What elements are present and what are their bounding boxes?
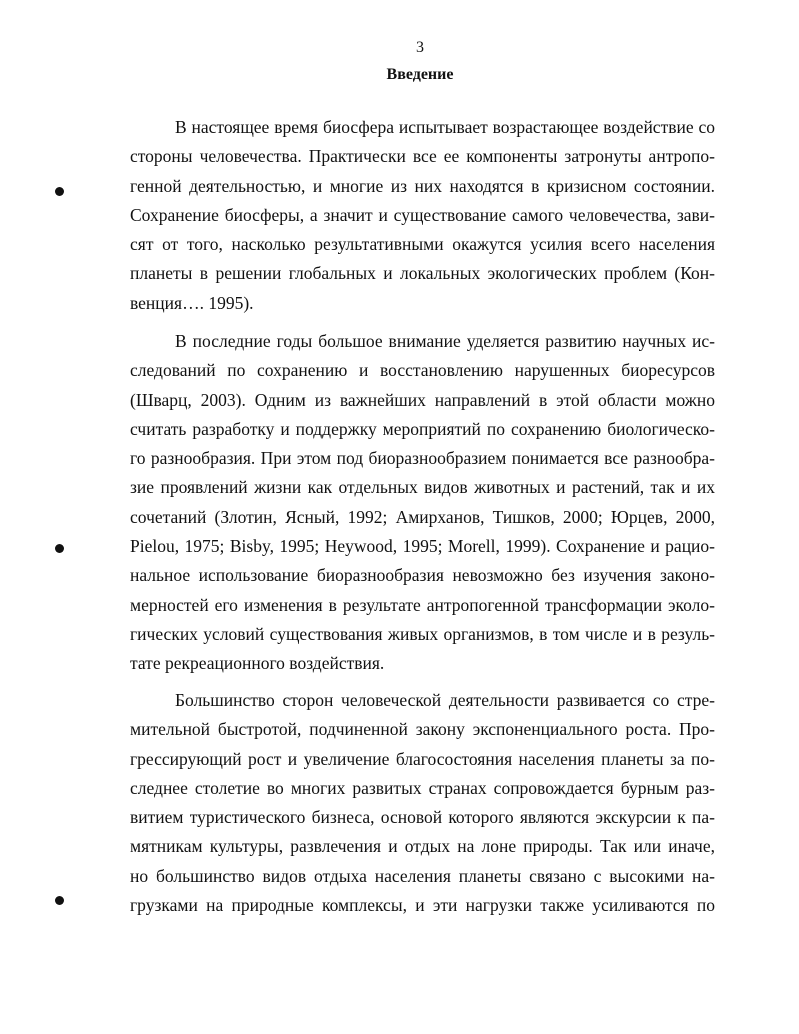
binding-hole-mark	[55, 896, 64, 905]
text-line: нальное использование биоразнообразия невозможно без изучения законо-	[130, 565, 715, 586]
paragraph-3	[130, 686, 715, 920]
text-line: Большинство сторон человеческой деятельности развивается со стре-	[175, 690, 715, 710]
text-line: Pielou, 1975; Bisby, 1995; Heywood, 1995; Morell, 1999). Сохранение и рацио-	[130, 536, 715, 557]
text-line: но большинство видов отдыха населения планеты связано с высокими на-	[130, 865, 715, 886]
text-line: В настоящее время биосфера испытывает возрастающее воздействие со	[175, 117, 715, 137]
text-line: венция…. 1995).	[130, 292, 254, 313]
text-line: сят от того, насколько результативными окажутся усилия всего населения	[130, 234, 715, 255]
text-line: грессирующий рост и увеличение благосостояния населения планеты за по-	[130, 748, 715, 769]
text-line: стороны человечества. Практически все ее компоненты затронуты антропо-	[130, 146, 715, 167]
text-line: В последние годы большое внимание уделяется развитию научных ис-	[175, 331, 715, 351]
text-line: следований по сохранению и восстановлению нарушенных биоресурсов	[130, 360, 715, 381]
text-line: сочетаний (Злотин, Ясный, 1992; Амирханов, Тишков, 2000; Юрцев, 2000,	[130, 506, 715, 527]
text-line: мительной быстротой, подчиненной закону экспоненциального роста. Про-	[130, 719, 715, 740]
text-line: витием туристического бизнеса, основой которого являются экскурсии к па-	[130, 807, 715, 828]
page-title: Введение	[386, 66, 454, 83]
text-line: зие проявлений жизни как отдельных видов животных и растений, так и их	[130, 477, 715, 498]
binding-hole-mark	[55, 187, 64, 196]
paragraph-2	[130, 327, 715, 679]
text-line: тате рекреационного воздействия.	[130, 653, 385, 674]
text-line: считать разработку и поддержку мероприятий по сохранению биологическо-	[130, 418, 715, 439]
text-line: грузками на природные комплексы, и эти нагрузки также усиливаются по	[130, 895, 715, 916]
text-line: гических условий существования живых организмов, в том числе и в резуль-	[130, 623, 715, 644]
text-line: следнее столетие во многих развитых странах сопровождается бурным раз-	[130, 777, 715, 798]
text-line: мерностей его изменения в результате антропогенной трансформации эколо-	[130, 594, 715, 615]
text-line: го разнообразия. При этом под биоразнообразием понимается все разнообра-	[130, 448, 715, 469]
text-line: Сохранение биосферы, а значит и существование самого человечества, зави-	[130, 204, 715, 225]
text-line: (Шварц, 2003). Одним из важнейших направлений в этой области можно	[130, 389, 715, 410]
text-line: генной деятельностью, и многие из них находятся в кризисном состоянии.	[130, 175, 715, 196]
binding-hole-mark	[55, 544, 64, 553]
text-line: планеты в решении глобальных и локальных экологических проблем (Кон-	[130, 263, 715, 284]
paragraph-1	[130, 113, 715, 318]
page-number: 3	[416, 39, 424, 56]
text-line: мятникам культуры, развлечения и отдых на лоне природы. Так или иначе,	[130, 836, 715, 857]
